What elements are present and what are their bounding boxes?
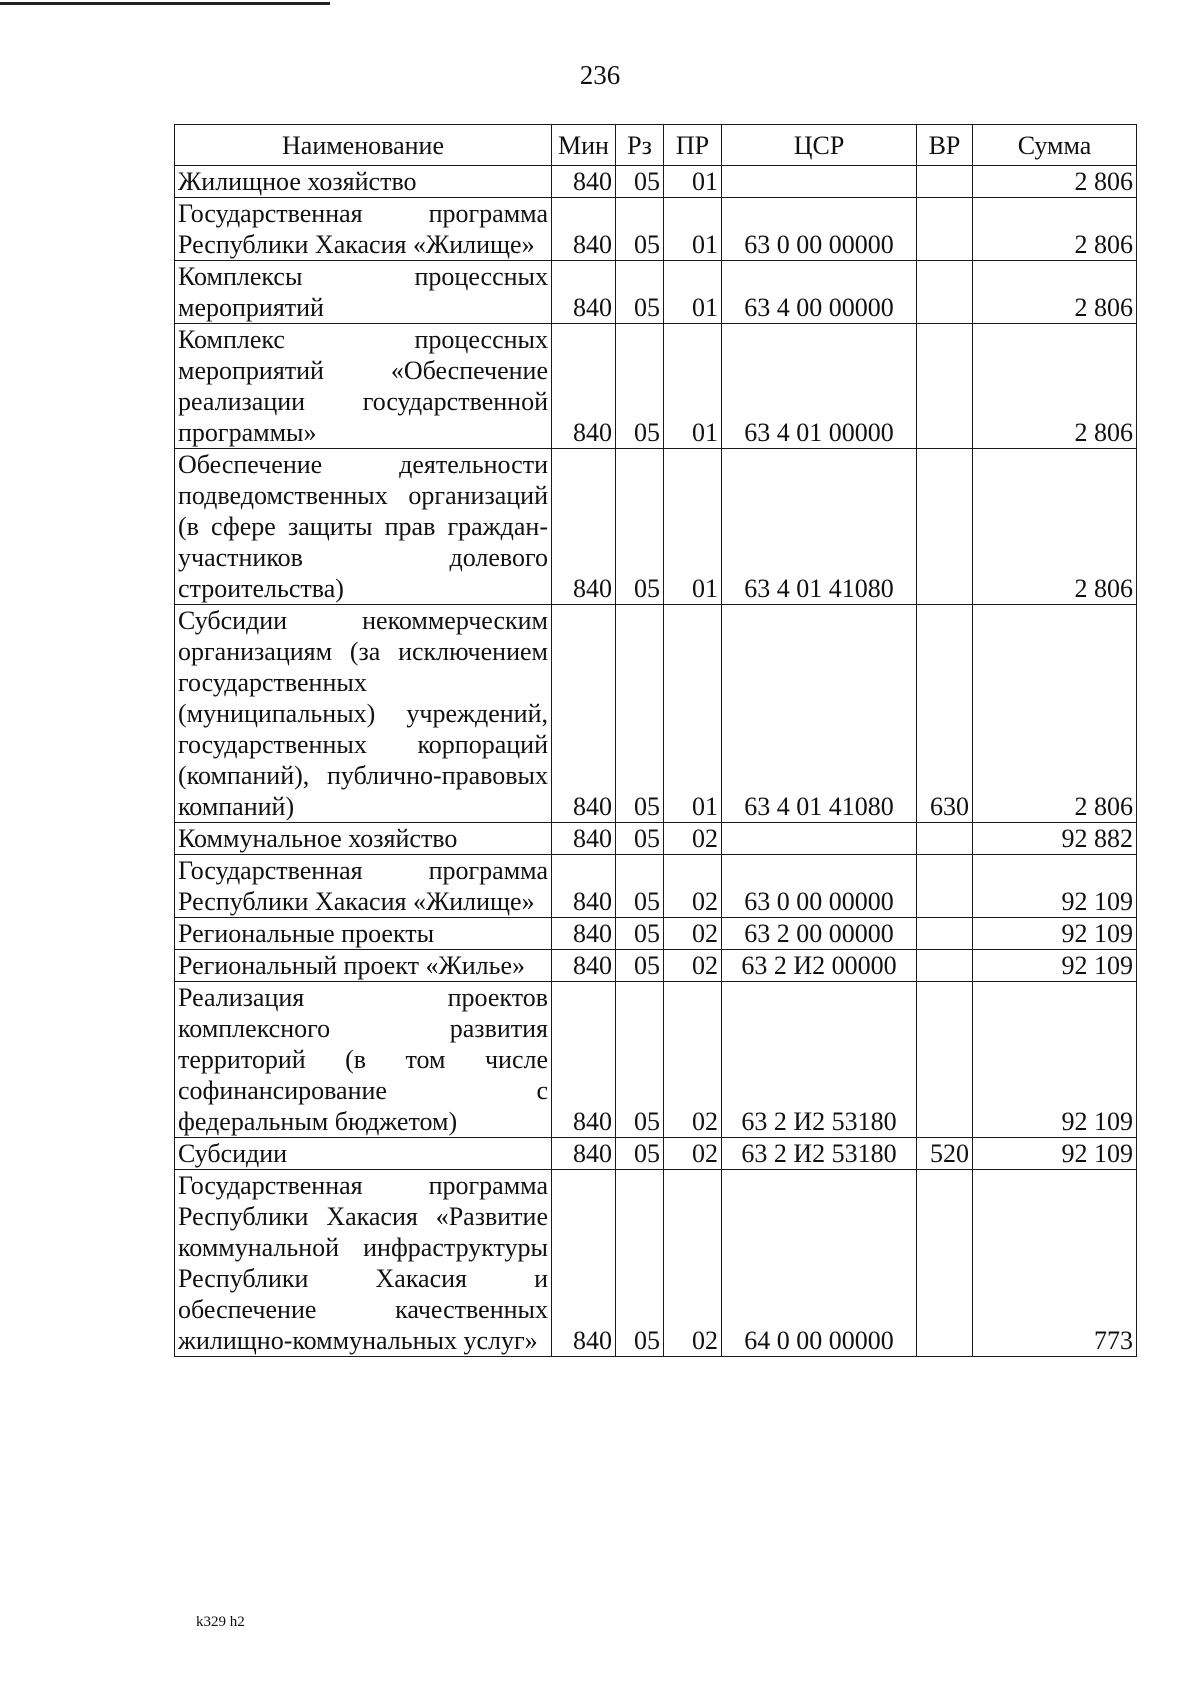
top-edge-rule: [0, 2, 330, 5]
row-min: 840: [552, 982, 616, 1138]
row-rz: 05: [616, 918, 664, 950]
row-pr: 02: [664, 1170, 722, 1357]
table-row: [175, 166, 1137, 198]
header-sum: Сумма: [973, 125, 1137, 166]
row-min: 840: [552, 1138, 616, 1170]
row-min: 840: [552, 918, 616, 950]
row-name: Жилищное хозяйство: [175, 166, 552, 198]
table-row: [175, 1170, 1137, 1357]
table-row: [175, 198, 1137, 261]
row-vr: [917, 198, 973, 261]
row-rz: 05: [616, 166, 664, 198]
row-pr: 02: [664, 982, 722, 1138]
table-row: [175, 324, 1137, 449]
row-vr: [917, 166, 973, 198]
row-pr: 01: [664, 449, 722, 605]
row-rz: 05: [616, 605, 664, 823]
header-name: Наименование: [175, 125, 552, 166]
row-vr: [917, 324, 973, 449]
row-min: 840: [552, 1170, 616, 1357]
row-sum: 92 882: [973, 823, 1137, 855]
row-name: Государственная программа Республики Хакасия «Жилище»: [175, 198, 552, 261]
row-sum: 2 806: [973, 324, 1137, 449]
row-vr: [917, 855, 973, 918]
row-vr: [917, 823, 973, 855]
row-vr: [917, 261, 973, 324]
row-min: 840: [552, 855, 616, 918]
row-csr: 64 0 00 00000: [722, 1170, 917, 1357]
row-csr: 63 4 01 00000: [722, 324, 917, 449]
row-name: Комплексы процессных мероприятий: [175, 261, 552, 324]
row-rz: 05: [616, 1138, 664, 1170]
row-csr: [722, 823, 917, 855]
row-vr: 520: [917, 1138, 973, 1170]
row-sum: 2 806: [973, 449, 1137, 605]
page-number: 236: [579, 60, 621, 90]
row-name: Реализация проектов комплексного развития территорий (в том числе софинансирование с федеральным бюджетом): [175, 982, 552, 1138]
row-sum: 2 806: [973, 166, 1137, 198]
row-pr: 02: [664, 918, 722, 950]
row-pr: 01: [664, 324, 722, 449]
row-pr: 02: [664, 1138, 722, 1170]
row-csr: [722, 166, 917, 198]
header-csr: ЦСР: [722, 125, 917, 166]
table-row: [175, 918, 1137, 950]
row-vr: [917, 982, 973, 1138]
row-name: Коммунальное хозяйство: [175, 823, 552, 855]
row-csr: 63 0 00 00000: [722, 198, 917, 261]
header-pr: ПР: [664, 125, 722, 166]
row-pr: 02: [664, 855, 722, 918]
row-min: 840: [552, 605, 616, 823]
table-row: [175, 449, 1137, 605]
table-row: [175, 605, 1137, 823]
row-csr: 63 2 И2 53180: [722, 982, 917, 1138]
table-row: [175, 823, 1137, 855]
table-row: [175, 261, 1137, 324]
row-vr: [917, 950, 973, 982]
row-vr: [917, 918, 973, 950]
row-rz: 05: [616, 1170, 664, 1357]
row-sum: 2 806: [973, 198, 1137, 261]
row-min: 840: [552, 166, 616, 198]
row-name: Субсидии некоммерческим организациям (за исключением государственных (муниципальных) учреждений, государственных корпораций (компаний), публично-правовых компаний): [175, 605, 552, 823]
table-row: [175, 1138, 1137, 1170]
row-name: Государственная программа Республики Хакасия «Развитие коммунальной инфраструктуры Республики Хакасия и обеспечение качественных жилищно-коммунальных услуг»: [175, 1170, 552, 1357]
row-sum: 92 109: [973, 950, 1137, 982]
header-min: Мин: [552, 125, 616, 166]
row-csr: 63 0 00 00000: [722, 855, 917, 918]
table-row: [175, 982, 1137, 1138]
row-sum: 92 109: [973, 982, 1137, 1138]
row-sum: 92 109: [973, 1138, 1137, 1170]
row-csr: 63 2 И2 53180: [722, 1138, 917, 1170]
row-pr: 01: [664, 198, 722, 261]
row-min: 840: [552, 261, 616, 324]
row-min: 840: [552, 324, 616, 449]
row-pr: 02: [664, 823, 722, 855]
row-vr: [917, 1170, 973, 1357]
row-rz: 05: [616, 261, 664, 324]
row-pr: 01: [664, 166, 722, 198]
row-min: 840: [552, 198, 616, 261]
budget-table: [174, 124, 1137, 1357]
row-sum: 2 806: [973, 605, 1137, 823]
row-rz: 05: [616, 855, 664, 918]
header-vr: ВР: [917, 125, 973, 166]
row-name: Государственная программа Республики Хакасия «Жилище»: [175, 855, 552, 918]
row-csr: 63 4 01 41080: [722, 449, 917, 605]
row-vr: 630: [917, 605, 973, 823]
table-row: [175, 855, 1137, 918]
row-name: Субсидии: [175, 1138, 552, 1170]
row-rz: 05: [616, 198, 664, 261]
header-rz: Рз: [616, 125, 664, 166]
row-rz: 05: [616, 449, 664, 605]
row-name: Региональный проект «Жилье»: [175, 950, 552, 982]
row-rz: 05: [616, 823, 664, 855]
table-header-row: [175, 125, 1137, 166]
row-min: 840: [552, 950, 616, 982]
row-min: 840: [552, 449, 616, 605]
row-csr: 63 4 01 41080: [722, 605, 917, 823]
row-name: Комплекс процессных мероприятий «Обеспечение реализации государственной программы»: [175, 324, 552, 449]
row-name: Региональные проекты: [175, 918, 552, 950]
table-row: [175, 950, 1137, 982]
row-csr: 63 2 00 00000: [722, 918, 917, 950]
row-sum: 92 109: [973, 855, 1137, 918]
row-pr: 02: [664, 950, 722, 982]
row-name: Обеспечение деятельности подведомственных организаций (в сфере защиты прав граждан-участников долевого строительства): [175, 449, 552, 605]
row-sum: 773: [973, 1170, 1137, 1357]
row-rz: 05: [616, 324, 664, 449]
row-sum: 2 806: [973, 261, 1137, 324]
row-min: 840: [552, 823, 616, 855]
row-pr: 01: [664, 605, 722, 823]
row-vr: [917, 449, 973, 605]
row-sum: 92 109: [973, 918, 1137, 950]
row-rz: 05: [616, 982, 664, 1138]
row-csr: 63 2 И2 00000: [722, 950, 917, 982]
row-csr: 63 4 00 00000: [722, 261, 917, 324]
row-pr: 01: [664, 261, 722, 324]
row-rz: 05: [616, 950, 664, 982]
footer-code: k329 h2: [196, 1614, 245, 1630]
